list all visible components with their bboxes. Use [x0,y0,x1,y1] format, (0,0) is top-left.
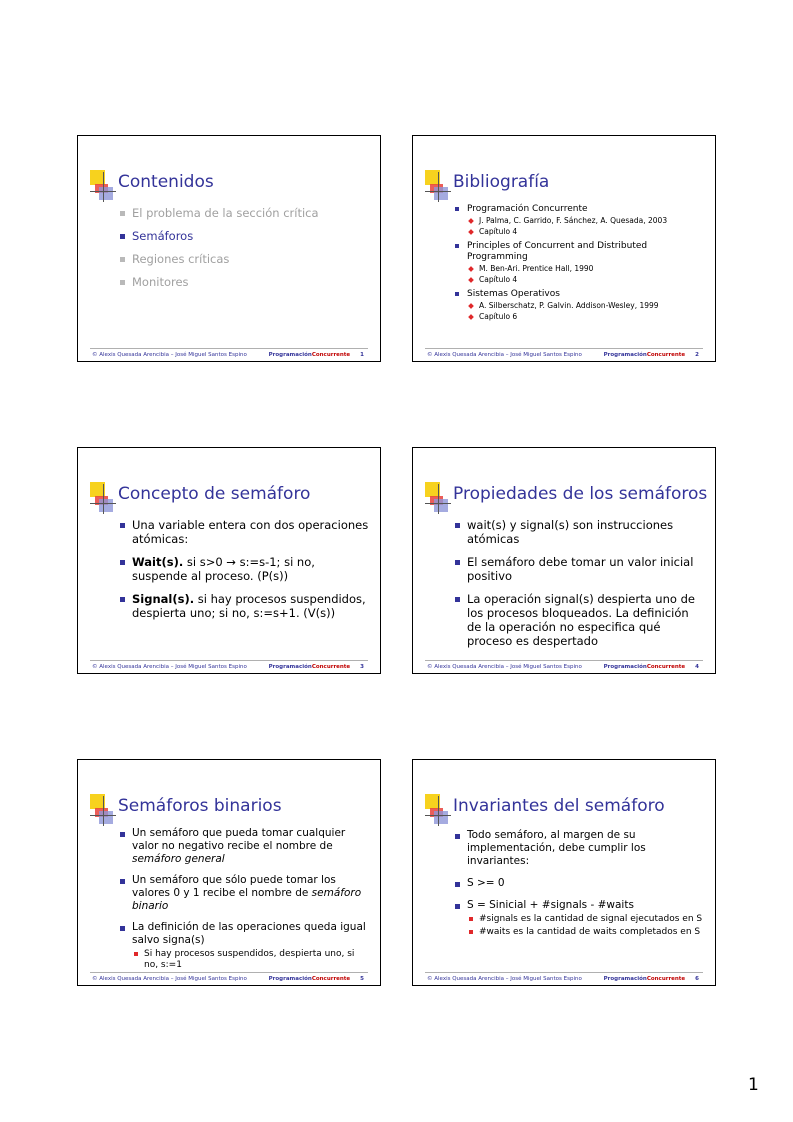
footer-author: © Alexis Quesada Arencibia – José Miguel Santos Espino [427,352,582,358]
list-item [455,241,705,285]
list-item: Monitores [120,275,370,289]
footer-author: © Alexis Quesada Arencibia – José Miguel Santos Espino [427,976,582,982]
slide-logo-icon [90,794,116,826]
list-item [120,874,370,913]
footer-prog: Programación [603,664,647,670]
signal-term: Signal(s). [132,592,195,606]
list-item: wait(s) y signal(s) son instrucciones atómicas [455,518,705,546]
list-item: Todo semáforo, al margen de su implementación, debe cumplir los invariantes: [455,829,705,868]
footer-conc: Concurrente [646,352,686,358]
footer-conc: Concurrente [646,976,686,982]
footer-prog: Programación [268,976,312,982]
footer-prog: Programación [268,664,312,670]
slide-body [455,829,705,940]
footer-conc: Concurrente [311,352,351,358]
slide-logo-icon [425,170,451,202]
slide-logo-icon [425,794,451,826]
footer-author: © Alexis Quesada Arencibia – José Miguel Santos Espino [427,664,582,670]
list-item [120,592,370,620]
slide-2 [412,135,716,362]
footer-slide-number: 4 [695,664,699,670]
item-text: Un semáforo que pueda tomar cualquier valor no negativo recibe el nombre de [132,827,346,852]
footer-prog: Programación [603,352,647,358]
slide-body [120,206,370,298]
wait-definition: si s>0 → s:=s-1; si no, suspende al proceso. (P(s)) [132,555,315,583]
slide-3 [77,447,381,674]
book-title: Principles of Concurrent and Distributed Programming [467,241,648,262]
footer-conc: Concurrente [311,976,351,982]
slide-title: Semáforos binarios [118,796,282,816]
slide-body [120,518,370,629]
slide-title: Bibliografía [453,172,550,192]
slide-footer [425,972,703,982]
list-item [455,204,705,237]
book-chapter: Capítulo 4 [467,227,705,237]
footer-author: © Alexis Quesada Arencibia – José Miguel Santos Espino [92,664,247,670]
list-item [120,827,370,866]
book-author: M. Ben-Ari. Prentice Hall, 1990 [467,264,705,274]
slide-body [455,204,705,326]
sub-item: #waits es la cantidad de waits completados en S [467,927,705,938]
list-item [455,899,705,938]
list-item: Regiones críticas [120,252,370,266]
item-text: La definición de las operaciones queda igual salvo signa(s) [132,921,366,946]
footer-slide-number: 2 [695,352,699,358]
book-title: Programación Concurrente [467,204,588,214]
list-item [455,289,705,322]
list-item: El problema de la sección crítica [120,206,370,220]
slide-footer [90,972,368,982]
signal-definition: si hay procesos suspendidos, despierta uno; si no, s:=s+1. (V(s)) [132,592,366,620]
book-chapter: Capítulo 4 [467,275,705,285]
footer-slide-number: 6 [695,976,699,982]
list-item [120,921,370,971]
item-text: Un semáforo que sólo puede tomar los valores 0 y 1 recibe el nombre de [132,874,336,899]
list-item: El semáforo debe tomar un valor inicial positivo [455,555,705,583]
slide-logo-icon [90,170,116,202]
slide-footer [425,348,703,358]
slide-4 [412,447,716,674]
list-item: Una variable entera con dos operaciones atómicas: [120,518,370,546]
slide-body [455,518,705,657]
list-item [120,555,370,583]
book-title: Sistemas Operativos [467,289,560,299]
footer-conc: Concurrente [646,664,686,670]
book-author: J. Palma, C. Garrido, F. Sánchez, A. Quesada, 2003 [467,216,705,226]
slide-footer [90,660,368,670]
slide-title: Propiedades de los semáforos [453,484,708,504]
list-item: La operación signal(s) despierta uno de los procesos bloqueados. La definición de la operación no especifica qué proceso es despertado [455,592,705,648]
slide-logo-icon [425,482,451,514]
page-number: 1 [748,1075,759,1095]
sub-item: Si hay procesos suspendidos, despierta uno, si no, s:=1 [132,949,370,971]
book-author: A. Silberschatz, P. Galvin. Addison-Wesley, 1999 [467,301,705,311]
wait-term: Wait(s). [132,555,184,569]
slide-1 [77,135,381,362]
slide-5 [77,759,381,986]
item-emphasis: semáforo general [132,853,225,865]
slide-logo-icon [90,482,116,514]
list-item: Semáforos [120,229,370,243]
slide-6 [412,759,716,986]
slide-title: Concepto de semáforo [118,484,311,504]
footer-prog: Programación [268,352,312,358]
slide-title: Contenidos [118,172,214,192]
sub-item: #signals es la cantidad de signal ejecutados en S [467,914,705,925]
item-emphasis: semáforo binario [132,887,362,912]
footer-prog: Programación [603,976,647,982]
footer-author: © Alexis Quesada Arencibia – José Miguel Santos Espino [92,352,247,358]
footer-slide-number: 1 [360,352,364,358]
slide-footer [90,348,368,358]
list-item: S >= 0 [455,877,705,890]
footer-slide-number: 5 [360,976,364,982]
slide-body [120,827,370,971]
book-chapter: Capítulo 6 [467,312,705,322]
footer-author: © Alexis Quesada Arencibia – José Miguel Santos Espino [92,976,247,982]
slide-title: Invariantes del semáforo [453,796,665,816]
item-text: S = Sinicial + #signals - #waits [467,899,634,911]
slide-footer [425,660,703,670]
footer-slide-number: 3 [360,664,364,670]
footer-conc: Concurrente [311,664,351,670]
